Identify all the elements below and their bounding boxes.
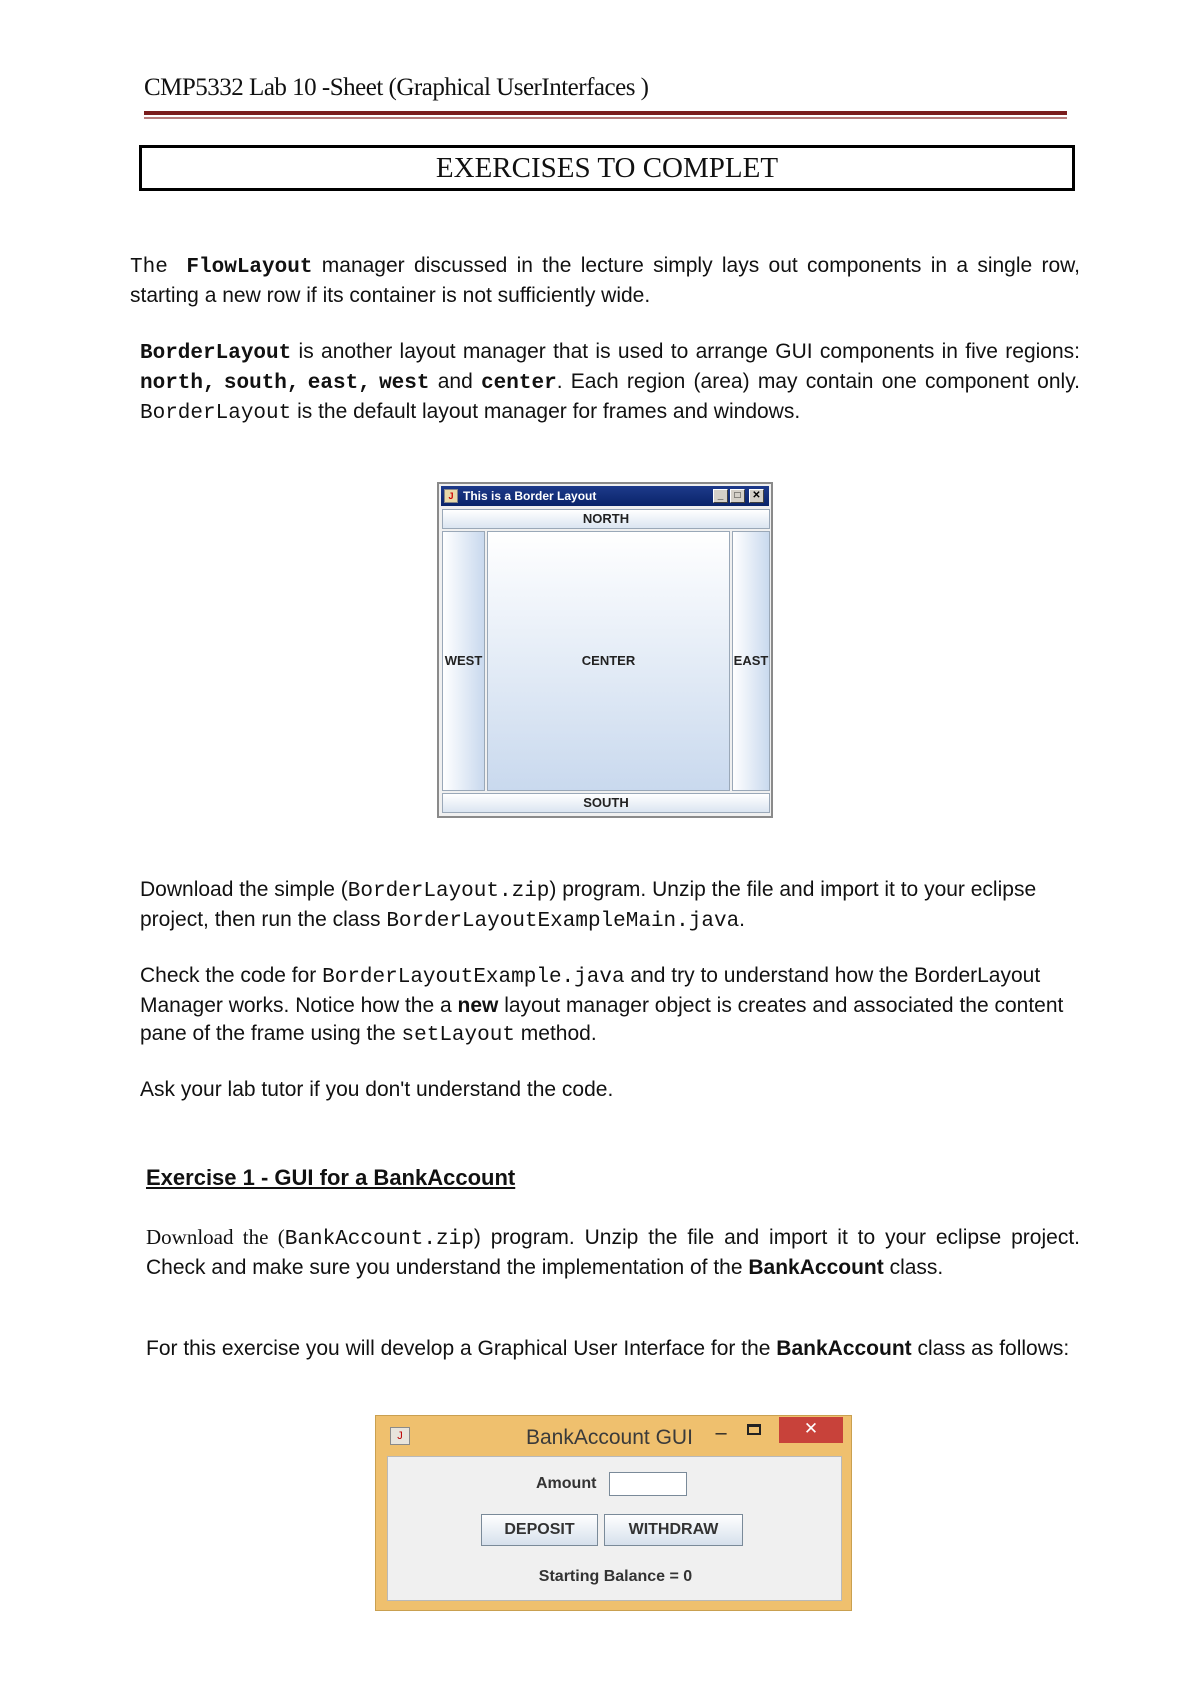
border-layout-window-title: This is a Border Layout (463, 489, 597, 503)
borderlayout-text-a: is another layout manager that is used to arrange GUI components in five regions: (298, 340, 1080, 363)
ask-tutor-paragraph (140, 1076, 1080, 1104)
code-flowlayout: FlowLayout (186, 256, 313, 279)
withdraw-button[interactable]: WITHDRAW (604, 1514, 743, 1546)
code-borderlayout: BorderLayout (140, 342, 292, 365)
region-north-word: north, (140, 372, 216, 395)
p6-text-a: Download the ( (146, 1225, 285, 1249)
flowlayout-text: manager discussed in the lecture simply lays out components in a single row, starting a new row if its container is not sufficiently wide. (130, 254, 1081, 307)
p3-text-c: . (739, 908, 746, 931)
east-button[interactable]: EAST (732, 531, 770, 791)
maximize-button[interactable]: □ (730, 489, 745, 503)
para-the: The (130, 256, 168, 279)
starting-balance-label: Starting Balance = 0 (538, 1568, 693, 1585)
border-layout-window (437, 482, 773, 818)
code-bankaccount-zip: BankAccount.zip (284, 1228, 474, 1251)
new-keyword: new (457, 994, 499, 1017)
close-button[interactable]: ✕ (779, 1417, 843, 1443)
borderlayout-paragraph (140, 338, 1080, 428)
p4-text-d: method. (520, 1022, 597, 1045)
java-icon: J (444, 489, 458, 503)
page-header-title: CMP5332 Lab 10 -Sheet (Graphical UserInterfaces ) (144, 74, 649, 101)
bankaccount-bold-2: BankAccount (776, 1337, 912, 1360)
p4-text-a: Check the code for (140, 964, 317, 987)
minimize-button[interactable]: _ (713, 489, 728, 503)
close-button[interactable]: ✕ (749, 489, 764, 503)
and-word: and (437, 370, 473, 393)
flowlayout-paragraph (130, 252, 1080, 310)
p4-text-c: layout manager object is creates and associated the content pane of the frame using the (140, 994, 1064, 1045)
p4-text-b: and try to understand how the BorderLayout Manager works. Notice how the a (140, 964, 1041, 1017)
code-setlayout: setLayout (401, 1024, 515, 1047)
code-borderlayout-2: BorderLayout (140, 402, 292, 425)
bankaccount-bold: BankAccount (748, 1256, 884, 1279)
amount-label: Amount (536, 1475, 597, 1492)
bankaccount-window-title: BankAccount GUI (526, 1426, 693, 1449)
code-borderlayoutexample: BorderLayoutExample.java (322, 966, 625, 989)
p3-text-b: ) program. Unzip the file and import it to your eclipse project, then run the class (140, 878, 1037, 931)
center-button[interactable]: CENTER (487, 531, 730, 791)
p5-text: Ask your lab tutor if you don't understand the code. (140, 1078, 614, 1101)
borderlayout-text-c: is the default layout manager for frames and windows. (297, 400, 801, 423)
amount-input[interactable] (609, 1472, 687, 1496)
maximize-button[interactable] (747, 1424, 761, 1435)
p3-text-a: Download the simple ( (140, 878, 348, 901)
north-button[interactable]: NORTH (442, 509, 770, 529)
p7-text-a: For this exercise you will develop a Graphical User Interface for the (146, 1337, 771, 1360)
deposit-button[interactable]: DEPOSIT (481, 1514, 598, 1546)
region-west-word: west (379, 372, 430, 395)
develop-gui-paragraph (146, 1335, 1080, 1363)
header-rule-thin (144, 117, 1067, 119)
code-borderlayout-zip: BorderLayout.zip (347, 880, 550, 903)
bankaccount-content-pane (387, 1456, 842, 1601)
west-button[interactable]: WEST (442, 531, 485, 791)
region-east-word: east, (307, 372, 371, 395)
p6-text-b: ) program. Unzip the file and import it to your eclipse project. Check and make sure you understand the implementation of the (146, 1226, 1080, 1279)
java-icon: J (390, 1427, 410, 1445)
bankaccount-window (375, 1415, 852, 1611)
check-code-paragraph (140, 962, 1080, 1050)
code-borderlayoutexamplemain: BorderLayoutExampleMain.java (386, 910, 740, 933)
borderlayout-text-b: . Each region (area) may contain one component only. (556, 370, 1080, 393)
region-south-word: south, (223, 372, 300, 395)
border-layout-titlebar (441, 486, 769, 506)
south-button[interactable]: SOUTH (442, 793, 770, 813)
exercise-1-heading: Exercise 1 - GUI for a BankAccount (146, 1165, 516, 1190)
p6-text-c: class. (889, 1256, 944, 1279)
header-rule (144, 111, 1067, 115)
download-borderlayout-paragraph (140, 876, 1080, 936)
p7-text-b: class as follows: (917, 1337, 1070, 1360)
minimize-button[interactable]: – (715, 1422, 727, 1444)
download-bankaccount-paragraph (146, 1223, 1080, 1282)
region-center-word: center (481, 372, 557, 395)
exercises-banner: EXERCISES TO COMPLET (139, 145, 1075, 191)
